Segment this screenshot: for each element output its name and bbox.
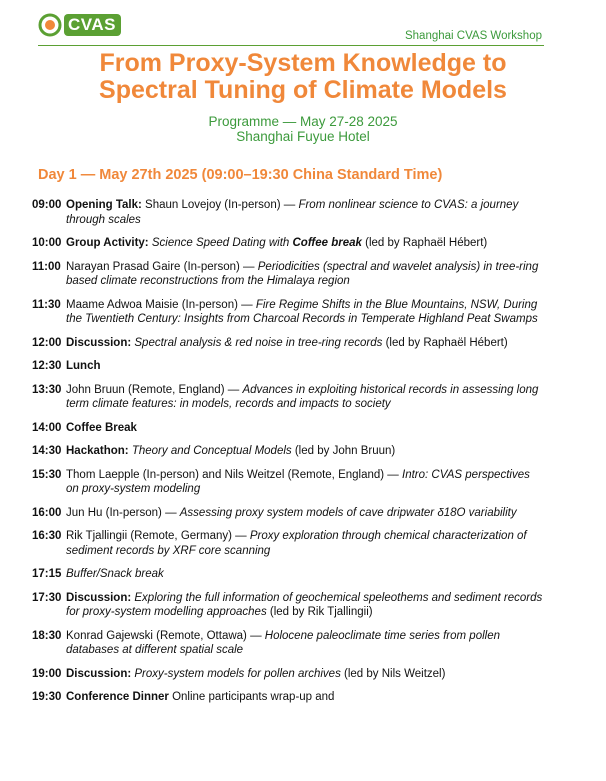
session-time: 10:00 (32, 237, 62, 249)
schedule-row (32, 468, 544, 497)
programme-subtitle (0, 114, 606, 144)
session-leader: (led by Rik Tjallingii) (266, 606, 373, 618)
title-line-2: Spectral Tuning of Climate Models (99, 76, 507, 104)
session-time: 14:30 (32, 445, 62, 457)
session-description (66, 468, 544, 497)
session-description (66, 260, 544, 289)
programme-dates: Programme — May 27-28 2025 (208, 114, 398, 129)
schedule-row (32, 198, 544, 227)
session-title: From nonlinear science to CVAS: a journey through scales (66, 199, 519, 226)
session-speaker: Maame Adwoa Maisie (In-person) — (66, 298, 256, 311)
session-description (66, 506, 544, 521)
page-title (20, 50, 586, 104)
schedule-row (32, 667, 544, 682)
session-title: Buffer/Snack break (66, 568, 164, 580)
session-description (66, 667, 544, 682)
session-time: 16:00 (32, 506, 62, 519)
session-title: Advances in exploiting historical records in assessing long term climate features: in models, records and impacts to society (66, 383, 539, 410)
schedule-list (32, 198, 544, 705)
session-title: Intro: CVAS perspectives on proxy-system modeling (66, 468, 530, 495)
session-time: 12:00 (32, 336, 62, 349)
session-speaker: John Bruun (Remote, England) — (66, 383, 243, 396)
session-highlight: Coffee break (292, 237, 362, 249)
schedule-row (32, 591, 544, 620)
session-label: Lunch (66, 360, 101, 372)
schedule-row (32, 629, 544, 658)
session-description (66, 298, 544, 327)
session-time: 15:30 (32, 468, 62, 481)
title-line-1: From Proxy-System Knowledge to (99, 49, 507, 77)
session-time: 11:30 (32, 298, 61, 311)
session-description (66, 359, 544, 374)
session-label: Discussion: (66, 591, 132, 604)
session-description (66, 690, 544, 705)
day-heading: Day 1 — May 27th 2025 (09:00–19:30 China Standard Time) (38, 167, 443, 183)
session-title: Fire Regime Shifts in the Blue Mountains, NSW, During the Twentieth Century: Insights from Charcoal Records in Temperate Highland Peat Swamps (66, 298, 538, 325)
session-description (66, 529, 544, 558)
session-time: 19:00 (32, 667, 62, 680)
session-time: 17:15 (32, 568, 62, 580)
session-title: Proxy-system models for pollen archives (134, 667, 341, 680)
session-time: 17:30 (32, 591, 62, 604)
header-divider (38, 45, 544, 46)
session-title: Assessing proxy system models of cave dripwater δ18O variability (179, 506, 517, 519)
session-label: Group Activity: (66, 237, 149, 249)
session-label: Conference Dinner (66, 691, 169, 703)
session-leader: (led by Raphaël Hébert) (382, 336, 508, 349)
logo-text: CVAS (64, 14, 121, 36)
session-speaker: Konrad Gajewski (Remote, Ottawa) — (66, 629, 265, 642)
workshop-label: Shanghai CVAS Workshop (404, 30, 542, 42)
session-label: Coffee Break (66, 421, 137, 434)
session-time: 14:00 (32, 421, 62, 434)
session-description (66, 236, 544, 251)
session-speaker: Shaun Lovejoy (In-person) — (141, 199, 299, 211)
session-label: Opening Talk: (66, 199, 142, 211)
session-title: Science Speed Dating with (151, 237, 293, 249)
session-speaker: Jun Hu (In-person) — (66, 506, 180, 519)
schedule-row (32, 567, 544, 582)
schedule-row (32, 690, 544, 705)
session-title: Holocene paleoclimate time series from pollen databases at different spatial scale (66, 629, 500, 656)
session-description (66, 629, 544, 658)
session-label: Discussion: (66, 667, 132, 680)
session-description (66, 198, 544, 227)
schedule-row (32, 260, 544, 289)
schedule-row (32, 236, 544, 251)
session-speaker: Rik Tjallingii (Remote, Germany) — (66, 530, 250, 542)
session-leader: (led by Nils Weitzel) (340, 667, 446, 680)
session-title: Proxy exploration through chemical characterization of sediment records by XRF core scanning (66, 530, 527, 557)
session-speaker: Thom Laepple (In-person) and Nils Weitzel (Remote, England) — (66, 468, 402, 481)
globe-icon (38, 13, 62, 37)
schedule-row (32, 359, 544, 374)
session-title: Spectral analysis & red noise in tree-ring records (134, 336, 383, 349)
session-label: Discussion: (66, 336, 132, 349)
session-description (66, 421, 544, 436)
session-time: 18:30 (32, 629, 62, 642)
session-title: Periodicities (spectral and wavelet analysis) in tree-ring based climate reconstructions from the Himalaya region (66, 260, 539, 287)
session-time: 11:00 (32, 260, 61, 273)
venue: Shanghai Fuyue Hotel (236, 129, 370, 144)
session-time: 09:00 (32, 199, 62, 211)
schedule-row (32, 336, 544, 351)
session-leader: (led by Raphaël Hébert) (361, 237, 488, 249)
session-time: 13:30 (32, 383, 62, 396)
schedule-row (32, 383, 544, 412)
schedule-row (32, 506, 544, 521)
session-description (66, 591, 544, 620)
schedule-row (32, 444, 544, 459)
session-label: Hackathon: (66, 445, 129, 457)
session-description (66, 336, 544, 351)
session-time: 16:30 (32, 530, 62, 542)
session-leader: (led by John Bruun) (291, 445, 396, 457)
session-title: Exploring the full information of geochemical speleothems and sediment records for proxy-system modelling approaches (66, 591, 543, 618)
schedule-row (32, 529, 544, 558)
schedule-row (32, 298, 544, 327)
session-description (66, 567, 544, 582)
session-description (66, 444, 544, 459)
schedule-row (32, 421, 544, 436)
session-speaker: Online participants wrap-up and (168, 691, 335, 703)
session-speaker: Narayan Prasad Gaire (In-person) — (66, 260, 258, 273)
session-description (66, 383, 544, 412)
session-time: 12:30 (32, 360, 62, 372)
cvas-logo (38, 11, 128, 39)
session-title: Theory and Conceptual Models (131, 445, 292, 457)
session-time: 19:30 (32, 691, 62, 703)
